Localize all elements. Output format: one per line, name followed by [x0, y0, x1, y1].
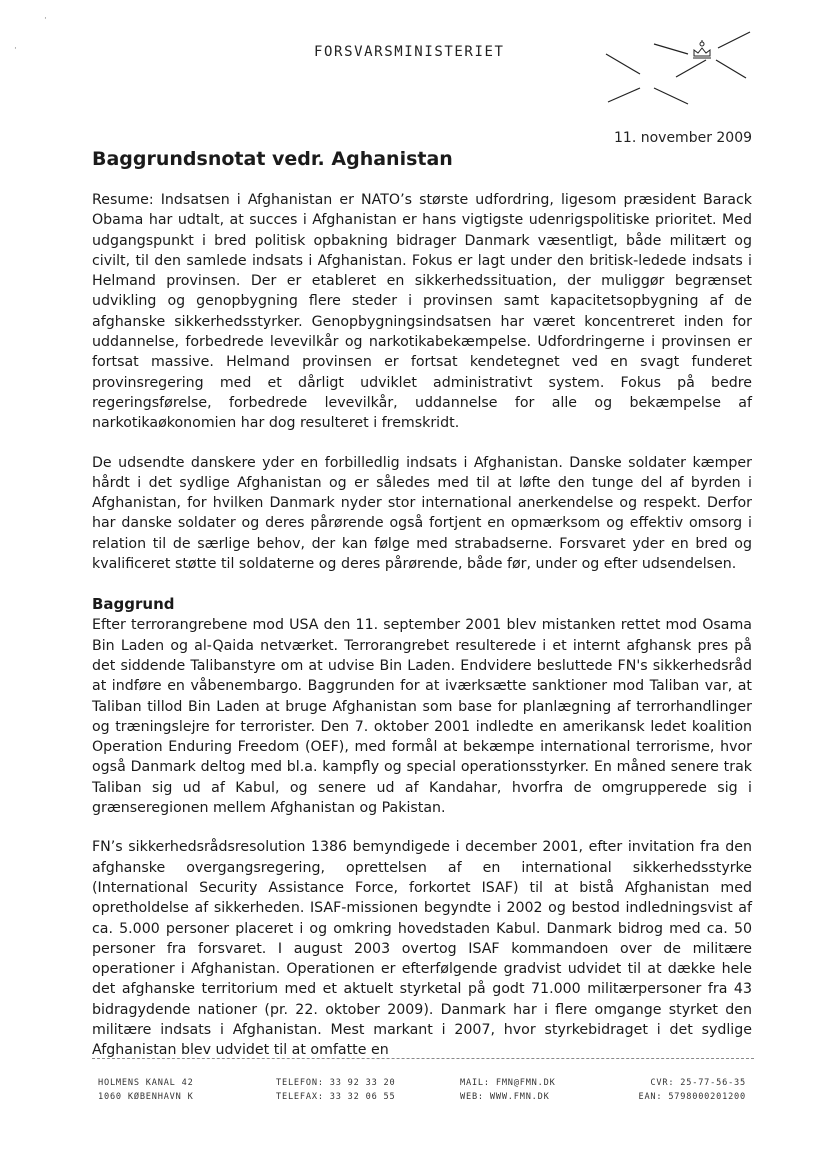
footer-divider	[92, 1058, 754, 1059]
footer-street: HOLMENS KANAL 42	[98, 1078, 194, 1088]
background-paragraph: Efter terrorangrebene mod USA den 11. september 2001 blev mistanken rettet mod Osama Bin Laden og al-Qaida netværket. Terrorangrebet resulterede i et internt afghansk pres på det siddende Talibanstyre om at udvise Bin Laden. Endvidere besluttede FN's sikkerhedsråd at indføre en våbenembargo. Baggrunden for at iværksætte sanktioner mod Taliban var, at Taliban tillod Bin Laden at bruge Afghanistan som base for planlægning af terrorhandlinger og træningslejre for terrorister. Den 7. oktober 2001 indledte en amerikansk ledet koalition Operation Enduring Freedom (OEF), med formål at bekæmpe international terrorisme, hvor også Danmark deltog med bl.a. kampfly og special operationsstyrker. En måned senere trak Taliban sig ud af Kabul, og senere ud af Kandahar, hvorfra de omgrupperede sig i grænseregionen mellem Afghanistan og Pakistan.	[92, 617, 752, 817]
footer-fax: TELEFAX: 33 32 06 55	[276, 1092, 396, 1102]
footer	[0, 1076, 824, 1116]
scan-mark: ·	[44, 14, 47, 24]
soldiers-paragraph: De udsendte danskere yder en forbilledlig indsats i Afghanistan. Danske soldater kæmper hårdt i det sydlige Afghanistan og er således med til at løfte den tunge del af byrden i Afghanistan, for hvilken Danmark nyder stor international anerkendelse og respekt. Derfor har danske soldater og deres pårørende også fortjent en opmærksom og effektiv omsorg i relation til de særlige behov, der kan følge med strabadserne. Forsvaret yder en bred og kvalificeret støtte til soldaterne og deres pårørende, både før, under og efter udsendelsen.	[92, 454, 752, 573]
footer-ean: EAN: 5798000201200	[638, 1092, 746, 1102]
document-date: 11. november 2009	[614, 130, 753, 146]
footer-cvr: CVR: 25-77-56-35	[650, 1078, 746, 1088]
footer-address	[98, 1076, 194, 1104]
organization-name: FORSVARSMINISTERIET	[314, 44, 505, 60]
document-body	[92, 190, 752, 1080]
isaf-paragraph: FN’s sikkerhedsrådsresolution 1386 bemyndigede i december 2001, efter invitation fra den afghanske overgangsregering, oprettelsen af en international sikkerhedsstyrke (International Security Assistance Force, forkortet ISAF) til at bistå Afghanistan med opretholdelse af sikkerheden. ISAF-missionen begyndte i 2002 og bestod indledningsvist af ca. 5.000 personer placeret i og omkring hovedstaden Kabul. Danmark bidrog med ca. 50 personer fra forsvaret. I august 2003 overtog ISAF kommandoen over de militære operationer i Afghanistan. Operationen er efterfølgende gradvist udvidet til at dække hele det afghanske territorium med et aktuelt styrketal på godt 71.000 militærpersoner fra 43 bidragydende nationer (pr. 22. oktober 2009). Danmark har i flere omgange styrket den militære indsats i Afghanistan. Mest markant i 2007, hvor styrkebidraget i det sydlige Afghanistan blev udvidet til at omfatte en	[92, 839, 752, 1059]
footer-phones	[276, 1076, 395, 1104]
resume-paragraph: Resume: Indsatsen i Afghanistan er NATO’s største udfordring, ligesom præsident Barack Obama har udtalt, at succes i Afghanistan er hans vigtigste udenrigspolitiske prioritet. Med udgangspunkt i bred politisk opbakning bidrager Danmark væsentligt, både militært og civilt, til den samlede indsats i Afghanistan. Fokus er lagt under den britisk-ledede indsats i Helmand provinsen. Der er etableret en sikkerhedssituation, der muliggør begrænset udvikling og genopbygning flere steder i provinsen samt kapacitetsopbygning af de afghanske sikkerhedsstyrker. Genopbygningsindsatsen har været koncentreret inden for uddannelse, forbedrede levevilkår og narkotikabekæmpelse. Udfordringerne i provinsen er fortsat massive. Helmand provinsen er fortsat kendetegnet ved en svagt funderet provinsregering med et dårligt udviklet administrativt system. Fokus på bedre regeringsførelse, forbedrede levevilkår, uddannelse for alle og bekæmpelse af narkotikaøkonomien har dog resulteret i fremskridt.	[92, 192, 752, 432]
scan-mark: ·	[14, 44, 17, 54]
crown-emblem-icon	[598, 22, 758, 112]
document-title: Baggrundsnotat vedr. Aghanistan	[92, 148, 453, 170]
footer-phone: TELEFON: 33 92 33 20	[276, 1078, 396, 1088]
section-heading-background: Baggrund	[92, 595, 175, 614]
footer-registration	[638, 1076, 746, 1104]
footer-mail: MAIL: FMN@FMN.DK	[460, 1078, 556, 1088]
footer-contact	[460, 1076, 556, 1104]
footer-city: 1060 KØBENHAVN K	[98, 1092, 194, 1102]
footer-web: WEB: WWW.FMN.DK	[460, 1092, 550, 1102]
